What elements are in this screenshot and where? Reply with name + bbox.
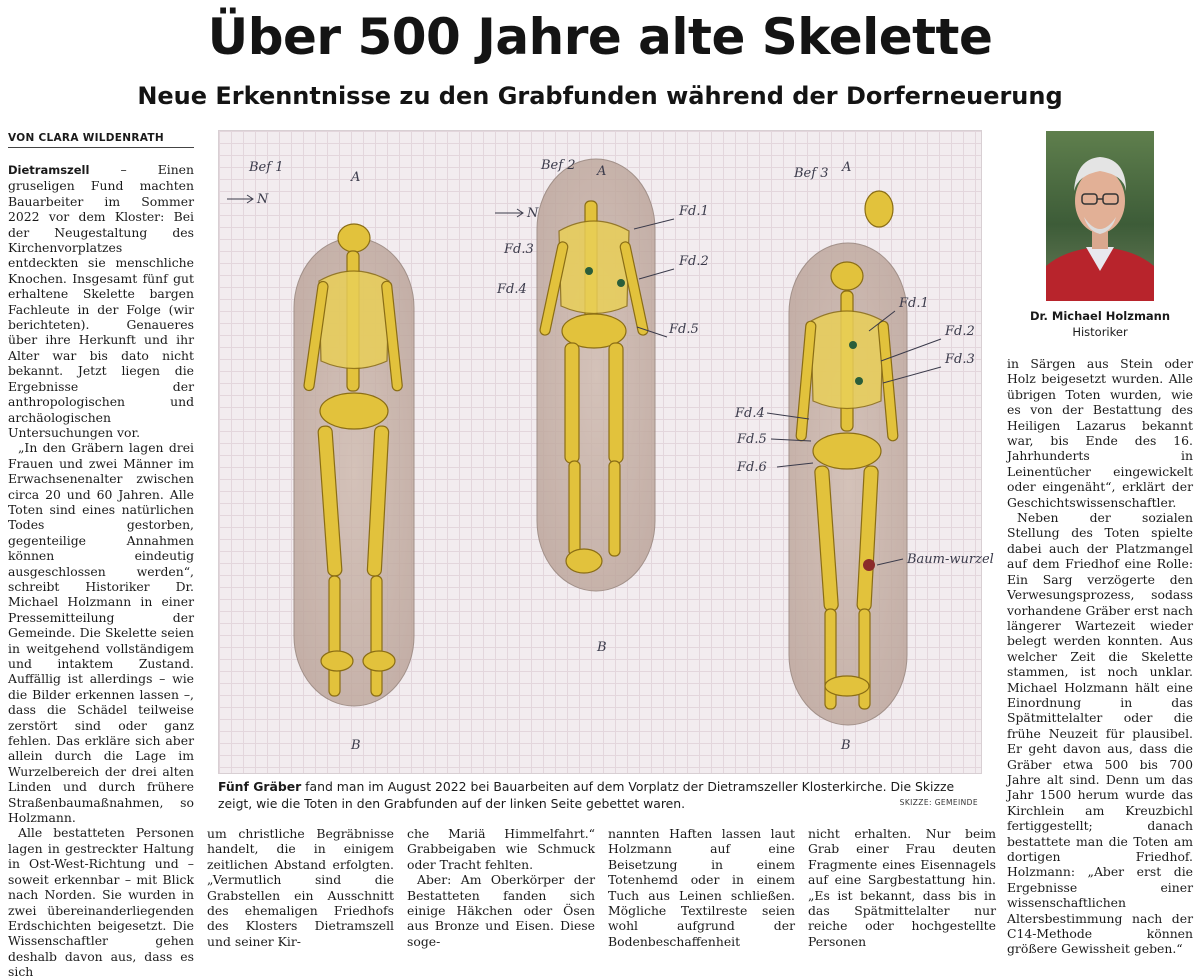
article-column-2 <box>207 826 394 949</box>
sketch-label-bef3: Bef 3 <box>794 166 829 181</box>
sketch-label-fd1-g2: Fd.1 <box>679 204 709 219</box>
paragraph: nannten Haften lassen laut Holzmann auf eine Beisetzung in einem Totenhemd oder in einem Tuch aus Leinen schließen. Mögliche Textilreste seien wohl aufgrund der Bodenbeschaffenheit <box>608 826 795 949</box>
caption-text: fand man im August 2022 bei Bauarbeiten auf dem Vorplatz der Dietramszeller Klosterkirche. Die Skizze zeigt, wie die Toten in den Grabfunden auf der linken Seite gebettet waren. <box>218 779 955 811</box>
sketch-label-fd4-g3: Fd.4 <box>735 406 765 421</box>
sketch-label-b3: B <box>841 738 851 753</box>
paragraph: Aber: Am Oberkörper der Bestatteten fanden sich einige Häkchen oder Ösen aus Bronze und Eisen. Diese soge- <box>407 872 595 949</box>
figure-caption <box>218 778 980 812</box>
byline: VON CLARA WILDENRATH <box>8 132 194 148</box>
sketch-label-fd2-g2: Fd.2 <box>679 254 709 269</box>
sketch-label-bef1: Bef 1 <box>249 160 284 175</box>
sketch-label-fd4-g2: Fd.4 <box>497 282 527 297</box>
paragraph: che Mariä Himmelfahrt.“ Grabbeigaben wie Schmuck oder Tracht fehlten. <box>407 826 595 872</box>
portrait-image <box>1046 131 1154 301</box>
subheadline: Neue Erkenntnisse zu den Grabfunden während der Dorferneuerung <box>137 82 1063 110</box>
sketch-label-bef2: Bef 2 <box>541 158 576 173</box>
article-column-1 <box>8 162 194 980</box>
paragraph: nicht erhalten. Nur beim Grab einer Frau deuten Fragmente eines Eisennagels auf eine Sargbestattung hin. „Es ist bekannt, dass bis in das Spätmittelalter nur reiche oder hochgestellte Personen <box>808 826 996 949</box>
grave-sketch <box>219 131 994 773</box>
sketch-label-n2: N <box>527 206 539 221</box>
sketch-label-fd1-g3: Fd.1 <box>899 296 929 311</box>
tree-root-marker <box>863 559 875 571</box>
sketch-label-fd3-g2: Fd.3 <box>504 242 534 257</box>
sketch-label-fd2-g3: Fd.2 <box>945 324 975 339</box>
dateline: Dietramszell <box>8 163 90 177</box>
grave-sketch-figure <box>218 130 994 774</box>
sketch-label-b2: B <box>597 640 607 655</box>
sketch-label-b1: B <box>351 738 361 753</box>
paragraph: um christliche Begräbnisse handelt, die in einigem zeitlichen Abstand erfolgten. „Vermutlich sind die Grabstellen ein Ausschnitt des ehemaligen Friedhofs des Klosters Dietramszell und seiner Kir- <box>207 826 394 949</box>
paragraph: Neben der sozialen Stellung des Toten spielte dabei auch der Platzmangel auf dem Friedhof eine Rolle: Ein Sarg verzögerte den Verwesungsprozess, sodass vorhandene Gräber erst nach längerer Wartezeit wieder belegt werden konnten. Aus welcher Zeit die Skelette stammen, ist noch unklar. Michael Holzmann hält eine Einordnung in das Spätmittelalter oder die frühe Neuzeit für plausibel. Er geht davon aus, dass die Gräber etwa 500 bis 700 Jahre alt sind. Denn um das Jahr 1500 herum wurde das Kirchlein am Kreuzbichl fertiggestellt; danach bestattete man die Toten am dortigen Friedhof. Holzmann: „Aber erst die Ergebnisse einer wissenschaftlichen Altersbestimmung nach der C14-Methode können größere Gewissheit geben.“ <box>1007 510 1193 957</box>
paragraph: Dietramszell – Einen gruseligen Fund machten Bauarbeiter im Sommer 2022 vor dem Kloster: Bei der Neugestaltung des Kirchenvorplatzes entdeckten sie menschliche Knochen. Insgesamt fünf gut erhaltene Skelette bargen Fachleute in der Folge (wir berichteten). Genaueres über ihre Herkunft und ihr Alter war bis dato nicht bekannt. Jetzt liegen die Ergebnisse der anthropologischen und archäologischen Untersuchungen vor. <box>8 162 194 440</box>
article-column-5 <box>808 826 996 949</box>
sketch-label-fd5-g3: Fd.5 <box>737 432 767 447</box>
figure-credit: SKIZZE: GEMEINDE <box>899 798 978 807</box>
sketch-label-fd5-g2: Fd.5 <box>669 322 699 337</box>
paragraph: „In den Gräbern lagen drei Frauen und zwei Männer im Erwachsenenalter zwischen circa 20 und 60 Jahren. Alle Toten sind eines natürlichen Todes gestorben, gegenteilige Annahmen können eindeutig ausgeschlossen werden“, schreibt Historiker Dr. Michael Holzmann in einer Pressemitteilung der Gemeinde. Die Skelette seien in weitgehend vollständigem und intaktem Zustand. Auffällig ist allerdings – wie die Bilder erkennen lassen –, dass die Schädel teilweise zerstört sind oder ganz fehlen. Das erkläre sich aber allein durch die Lage im Wurzelbereich der drei alten Linden und durch frühere Straßenbaumaßnahmen, so Holzmann. <box>8 440 194 826</box>
sketch-label-fd3-g3: Fd.3 <box>945 352 975 367</box>
portrait-photo <box>1046 131 1154 301</box>
article-column-4 <box>608 826 795 949</box>
caption-lead: Fünf Gräber <box>218 779 302 794</box>
sketch-label-n1: N <box>257 192 269 207</box>
sketch-label-a1: A <box>351 170 361 185</box>
sketch-label-a2: A <box>597 164 607 179</box>
paragraph: Alle bestatteten Personen lagen in gestreckter Haltung in Ost-West-Richtung und – soweit erkennbar – mit Blick nach Norden. Sie wurden in zwei übereinanderliegenden Erdschichten beigesetzt. Die Wissenschaftler gehen deshalb davon aus, dass es sich <box>8 825 194 980</box>
sketch-label-fd6-g3: Fd.6 <box>737 460 767 475</box>
headline: Über 500 Jahre alte Skelette <box>207 8 993 66</box>
article-column-6 <box>1007 356 1193 957</box>
portrait-role: Historiker <box>1072 325 1128 339</box>
sketch-label-baumwurzel: Baum-wurzel <box>907 552 994 567</box>
sketch-label-a3: A <box>842 160 852 175</box>
paragraph: in Särgen aus Stein oder Holz beigesetzt wurden. Alle übrigen Toten wurden, wie es von der Bestattung des Heiligen Lazarus bekannt war, bis Ende des 16. Jahrhunderts in Leinentücher eingewickelt oder eingenäht“, erklärt der Geschichtswissenschaftler. <box>1007 356 1193 510</box>
portrait-name: Dr. Michael Holzmann <box>1029 309 1171 323</box>
article-column-3 <box>407 826 595 949</box>
